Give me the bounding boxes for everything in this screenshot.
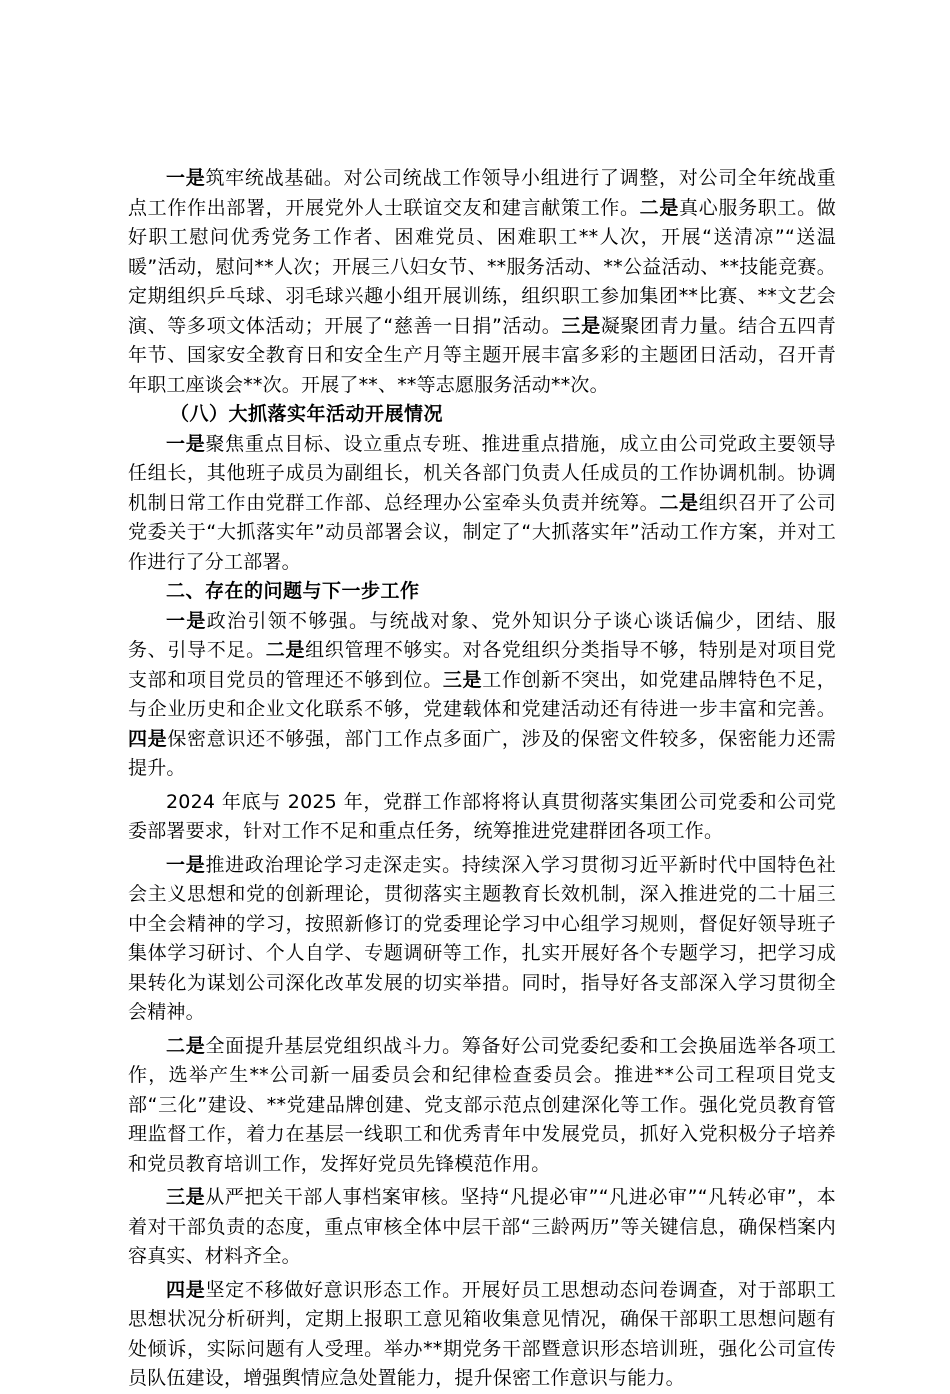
- lead-second: 二是: [639, 196, 680, 219]
- text-run: 推进政治理论学习走深走实。持续深入学习贯彻习近平新时代中国特色社会主义思想和党的创新理论，贯彻落实主题教育长效机制，深入推进党的二十届三中全会精神的学习，按照新修订的党委理论学习中心组学习规则，督促好领导班子集体学习研讨、个人自学、专题调研等工作，扎实开展好各个专题学习，把学习成果转化为谋划公司深化改革发展的切实举措。同时，指导好各支部深入学习贯彻全会精神。: [128, 853, 837, 1023]
- paragraph-personnel-archives: [128, 1183, 836, 1272]
- lead-third: 三是: [442, 668, 483, 691]
- lead-first: 一是: [166, 432, 206, 455]
- text-run: 聚焦重点目标、设立重点专班、推进重点措施，成立由公司党政主要领导任组长，其他班子成员为副组长，机关各部门负责人任成员的工作协调机制。协调机制日常工作由党群工作部、总经理办公室牵头负责并统筹。: [128, 432, 837, 514]
- lead-third: 三是: [561, 314, 601, 337]
- paragraph-next-year-intro: [128, 788, 836, 847]
- paragraph-implementation-year: [128, 430, 836, 578]
- text-run: 凝聚团青力量。结合五四青年节、国家安全教育日和安全生产月等主题开展丰富多彩的主题团日活动，召开青年职工座谈会**次。开展了**、**等志愿服务活动**次。: [128, 314, 837, 396]
- text-run: 政治引领不够强。与统战对象、党外知识分子谈心谈话偏少，团结、服务、引导不足。: [128, 609, 837, 661]
- text-run: 从严把关干部人事档案审核。坚持“凡提必审”“凡进必审”“凡转必审”，本着对干部负责的态度，重点审核全体中层干部“三龄两历”等关键信息，确保档案内容真实、材料齐全。: [128, 1186, 837, 1267]
- lead-fourth: 四是: [166, 1278, 206, 1301]
- text-run: 组织管理不够实。对各党组织分类指导不够，特别是对项目党支部和项目党员的管理还不够到位。: [128, 639, 836, 691]
- lead-second: 二是: [265, 639, 306, 661]
- lead-fourth: 四是: [128, 727, 168, 750]
- lead-second: 二是: [659, 491, 699, 514]
- paragraph-political-theory: [128, 851, 836, 1028]
- paragraph-problems: [128, 607, 836, 784]
- lead-first: 一是: [166, 853, 206, 876]
- text-run: 保密意识还不够强，部门工作点多面广，涉及的保密文件较多，保密能力还需提升。: [128, 727, 836, 779]
- section-heading-implementation-year: （八）大抓落实年活动开展情况: [170, 403, 444, 425]
- lead-first: 一是: [166, 167, 206, 189]
- paragraph-ideology-work: [128, 1276, 836, 1394]
- text-run: 组织召开了公司党委关于“大抓落实年”动员部署会议，制定了“大抓落实年”活动工作方案，并对工作进行了分工部署。: [128, 491, 836, 573]
- text-run: 2024 年底与 2025 年，党群工作部将将认真贯彻落实集团公司党委和公司党委部署要求，针对工作不足和重点任务，统筹推进党建群团各项工作。: [128, 790, 836, 842]
- text-run: 坚定不移做好意识形态工作。开展好员工思想动态问卷调查，对于部职工思想状况分析研判，定期上报职工意见箱收集意见情况，确保干部职工思想问题有处倾诉，实际问题有人受理。举办**期党务干部暨意识形态培训班，强化公司宣传员队伍建设，增强舆情应急处置能力，提升保密工作意识与能力。: [128, 1278, 837, 1389]
- lead-first: 一是: [166, 609, 207, 632]
- text-run: 筑牢统战基础。对公司统战工作领导小组进行了调整，对公司全年统战重点工作作出部署，开展党外人士联谊交友和建言献策工作。: [128, 167, 837, 219]
- lead-third: 三是: [166, 1186, 206, 1208]
- text-run: 真心服务职工。做好职工慰问优秀党务工作者、困难党员、困难职工**人次，开展“送清凉”“送温暖”活动，慰问**人次；开展三八妇女节、**服务活动、**公益活动、**技能竞赛。定期组织乒乓球、羽毛球兴趣小组开展训练，组织职工参加集团**比赛、**文艺会演、等多项文体活动；开展了“慈善一日捐”活动。: [128, 196, 836, 337]
- text-run: 全面提升基层党组织战斗力。筹备好公司党委纪委和工会换届选举各项工作，选举产生**公司新一届委员会和纪律检查委员会。推进**公司工程项目党支部“三化”建设、**党建品牌创建、党支部示范点创建深化等工作。强化党员教育管理监督工作，着力在基层一线职工和优秀青年中发展党员，抓好入党积极分子培养和党员教育培训工作，发挥好党员先锋模范作用。: [128, 1034, 837, 1175]
- paragraph-united-front: [128, 164, 836, 400]
- text-run: 工作创新不突出，如党建品牌特色不足，与企业历史和企业文化联系不够，党建载体和党建活动还有待进一步丰富和完善。: [128, 668, 836, 720]
- lead-second: 二是: [166, 1034, 206, 1057]
- section-heading-problems: 二、存在的问题与下一步工作: [166, 580, 420, 602]
- document-body: [128, 164, 836, 1394]
- paragraph-grassroots-organization: [128, 1032, 836, 1180]
